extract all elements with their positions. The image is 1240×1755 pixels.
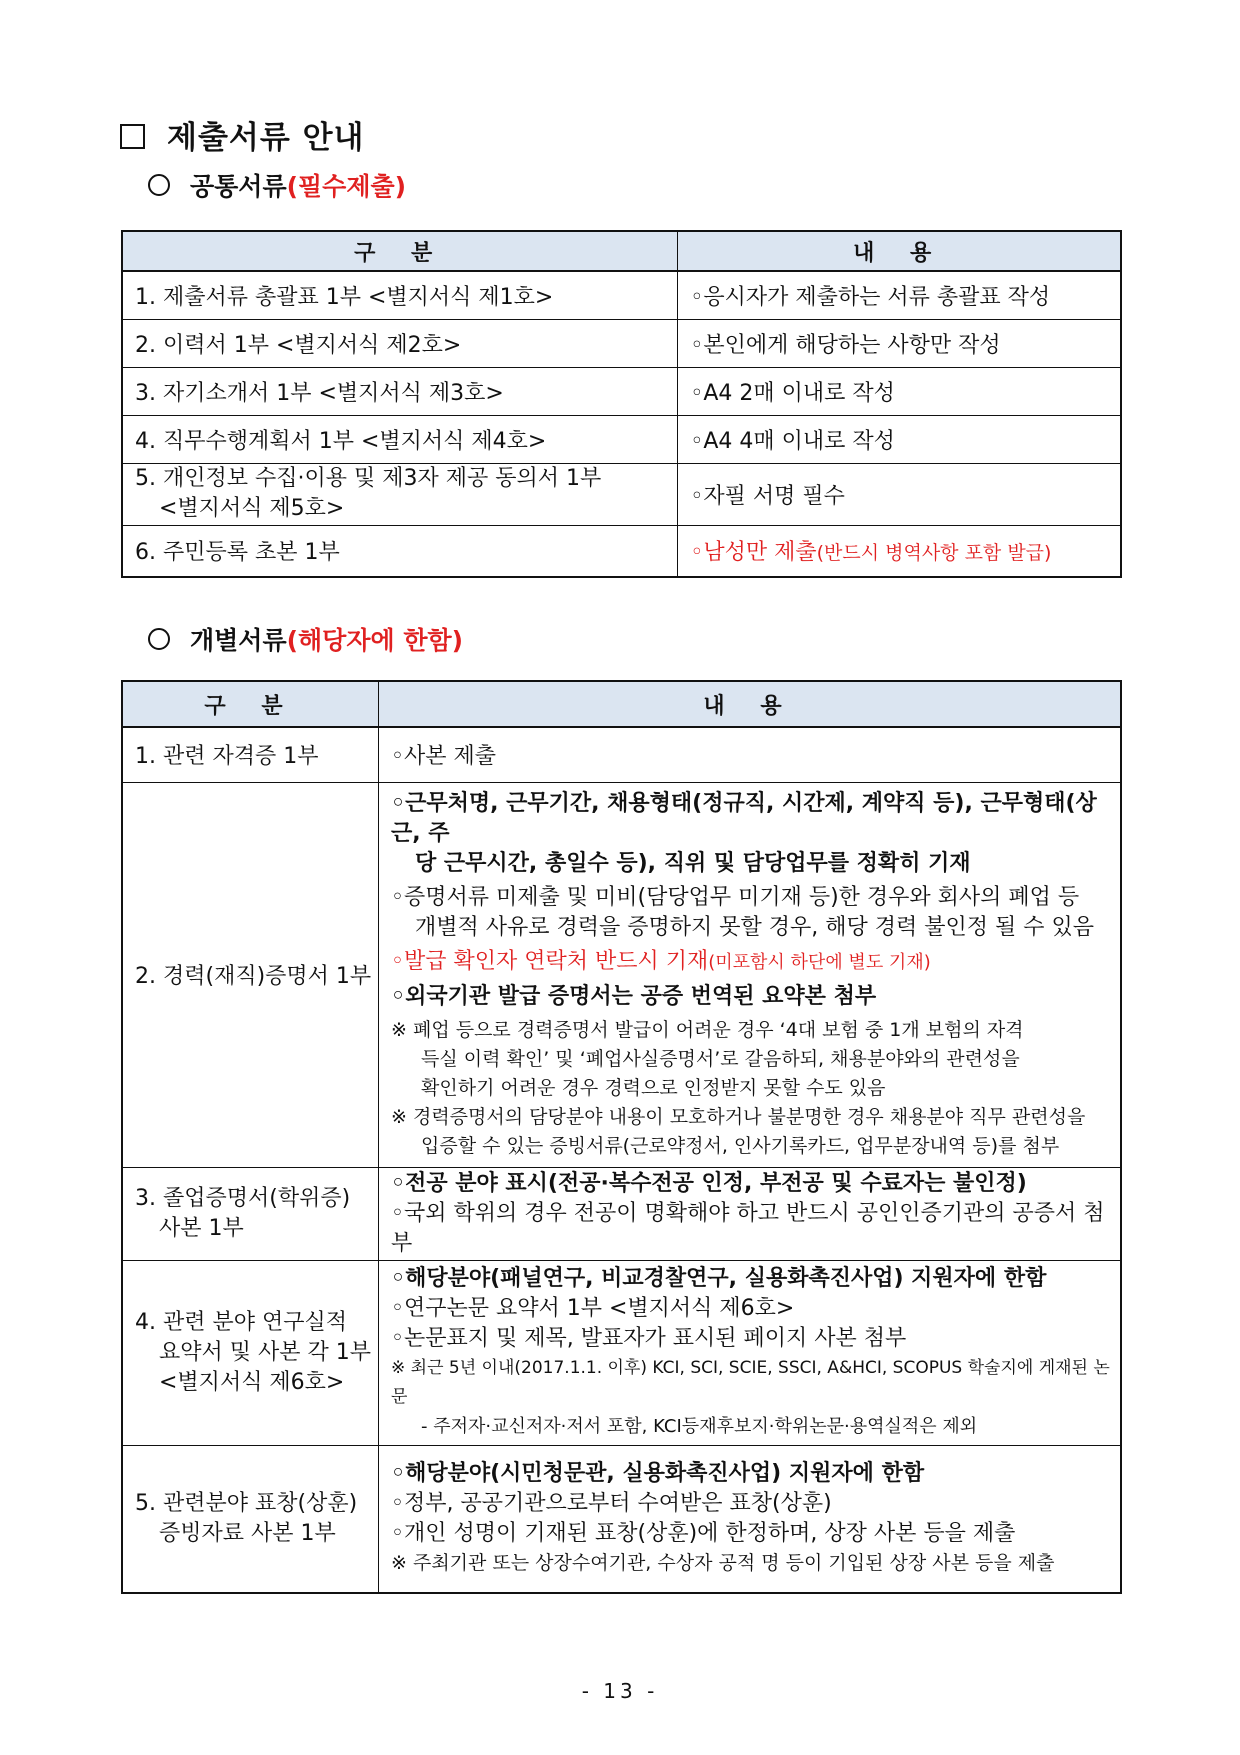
header-content: 내 용 [678, 231, 1121, 271]
table-row [122, 463, 1121, 525]
section-title-common: 공통서류(필수제출) [148, 167, 406, 203]
row-content: ◦근무처명, 근무기간, 채용형태(정규직, 시간제, 계약직 등), 근무형태(상근, 주 당 근무시간, 총일수 등), 직위 및 담당업무를 정확히 기재 ◦증명서류 미제출 및 미비(담당업무 미기재 등)한 경우와 회사의 폐업 등 개별적 사유로 경력을 증명하지 못할 경우, 해당 경력 불인정 될 수 있음 ◦발급 확인자 연락처 반드시 기재(미포함시 하단에 별도 기재) ◦외국기관 발급 증명서는 공증 번역된 요약본 첨부 ※ 폐업 등으로 경력증명서 발급이 어려운 경우 ‘4대 보험 중 1개 보험의 자격 득실 이력 확인’ 및 ‘폐업사실증명서’로 갈음하되, 채용분야와의 관련성을 확인하기 어려운 경우 경력으로 인정받지 못할 수도 있음 ※ 경력증명서의 담당분야 내용이 모호하거나 불분명한 경우 채용분야 직무 관련성을 입증할 수 있는 증빙서류(근로약정서, 인사기록카드, 업무분장내역 등)를 첨부 [379, 782, 1121, 1167]
row-content: ◦사본 제출 [379, 727, 1121, 782]
table-row [122, 782, 1121, 1167]
circle-bullet-icon [148, 174, 170, 196]
row-label: 1. 관련 자격증 1부 [122, 727, 379, 782]
table-row [122, 271, 1121, 319]
row-label: 1. 제출서류 총괄표 1부 <별지서식 제1호> [122, 271, 678, 319]
row-label: 5. 개인정보 수집·이용 및 제3자 제공 동의서 1부 <별지서식 제5호> [122, 463, 678, 525]
checkbox-square-icon [120, 124, 145, 149]
page-title: 제출서류 안내 [120, 112, 364, 157]
row-content: ◦A4 4매 이내로 작성 [678, 415, 1121, 463]
circle-bullet-icon [148, 628, 170, 650]
header-category: 구 분 [122, 231, 678, 271]
row-label: 5. 관련분야 표창(상훈) 증빙자료 사본 1부 [122, 1445, 379, 1593]
row-content: ◦전공 분야 표시(전공·복수전공 인정, 부전공 및 수료자는 불인정) ◦국외 학위의 경우 전공이 명확해야 하고 반드시 공인인증기관의 공증서 첨부 [379, 1167, 1121, 1260]
row-label: 4. 관련 분야 연구실적 요약서 및 사본 각 1부 <별지서식 제6호> [122, 1260, 379, 1445]
row-label: 3. 자기소개서 1부 <별지서식 제3호> [122, 367, 678, 415]
table-row [122, 1445, 1121, 1593]
page-number: - 13 - [581, 1679, 659, 1703]
row-label: 4. 직무수행계획서 1부 <별지서식 제4호> [122, 415, 678, 463]
row-content: ◦본인에게 해당하는 사항만 작성 [678, 319, 1121, 367]
row-content: ◦남성만 제출(반드시 병역사항 포함 발급) [678, 525, 1121, 577]
individual-documents-table [121, 680, 1122, 1594]
table-header-row [122, 681, 1121, 727]
row-content: ◦해당분야(패널연구, 비교경찰연구, 실용화촉진사업) 지원자에 한함 ◦연구논문 요약서 1부 <별지서식 제6호> ◦논문표지 및 제목, 발표자가 표시된 페이지 사본 첨부 ※ 최근 5년 이내(2017.1.1. 이후) KCI, SCI, SCIE, SSCI, A&HCI, SCOPUS 학술지에 게재된 논문 - 주저자·교신저자·저서 포함, KCI등재후보지·학위논문·용역실적은 제외 [379, 1260, 1121, 1445]
table-row [122, 319, 1121, 367]
row-content: ◦해당분야(시민청문관, 실용화촉진사업) 지원자에 한함 ◦정부, 공공기관으로부터 수여받은 표창(상훈) ◦개인 성명이 기재된 표창(상훈)에 한정하며, 상장 사본 등을 제출 ※ 주최기관 또는 상장수여기관, 수상자 공적 명 등이 기입된 상장 사본 등을 제출 [379, 1445, 1121, 1593]
table-row [122, 1260, 1121, 1445]
row-content: ◦A4 2매 이내로 작성 [678, 367, 1121, 415]
row-label: 2. 이력서 1부 <별지서식 제2호> [122, 319, 678, 367]
row-label: 2. 경력(재직)증명서 1부 [122, 782, 379, 1167]
table-row [122, 415, 1121, 463]
common-documents-table [121, 230, 1122, 578]
table-row [122, 1167, 1121, 1260]
row-label: 6. 주민등록 초본 1부 [122, 525, 678, 577]
row-content: ◦자필 서명 필수 [678, 463, 1121, 525]
table-row [122, 367, 1121, 415]
header-content: 내 용 [379, 681, 1121, 727]
row-content: ◦응시자가 제출하는 서류 총괄표 작성 [678, 271, 1121, 319]
table-row [122, 727, 1121, 782]
table-row [122, 525, 1121, 577]
row-label: 3. 졸업증명서(학위증) 사본 1부 [122, 1167, 379, 1260]
table-header-row [122, 231, 1121, 271]
section-title-individual: 개별서류(해당자에 한함) [148, 621, 463, 657]
header-category: 구 분 [122, 681, 379, 727]
